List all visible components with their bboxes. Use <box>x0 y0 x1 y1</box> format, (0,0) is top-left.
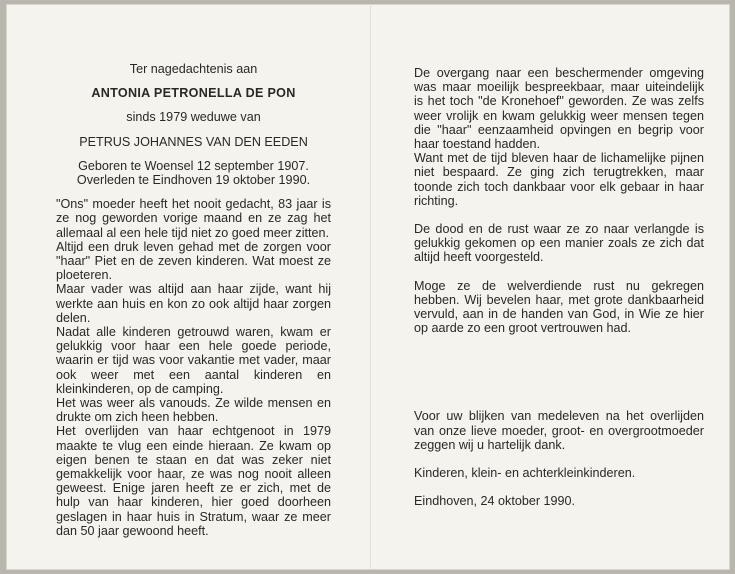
paragraph-1: "Ons" moeder heeft het nooit gedacht, 83 jaar is ze nog geworden vorige maand en ze zag het allemaal al een hele tijd niet zo goed meer zitten. <box>56 197 331 240</box>
family-signature: Kinderen, klein- en achterkleinkinderen. <box>414 466 636 481</box>
intro-line: Ter nagedachtenis aan <box>129 62 258 76</box>
left-page <box>56 62 331 538</box>
paragraph-3: Maar vader was altijd aan haar zijde, want hij werkte aan huis en kon zo ook altijd haar zorgen delen. <box>56 282 331 325</box>
paragraph-6: Het overlijden van haar echtgenoot in 1979 maakte te vlug een einde hieraan. Ze kwam op eigen benen te staan en dat was zeker niet gemakkelijk voor haar, ze was nog nooit alleen geweest. Enige jaren heeft ze er zich, met de hulp van haar kinderen, hier goed doorheen geslagen in haar huis in Stratum, waar ze meer dan 50 jaar gewoond heeft. <box>56 424 331 538</box>
right-page <box>414 66 704 508</box>
paragraph-9: De dood en de rust waar ze zo naar verlangde is gelukkig gekomen op een manier zoals ze zich dat altijd heeft voorgesteld. <box>414 222 704 265</box>
thanks-paragraph: Voor uw blijken van medeleven na het overlijden van onze lieve moeder, groot- en overgrootmoeder zeggen wij u hartelijk dank. <box>414 409 704 452</box>
paragraph-7: De overgang naar een beschermender omgeving was maar moeilijk bespreekbaar, maar uiteindelijk is het toch "de Kronehoef" geworden. Ze was zelfs weer vrolijk en kwam gelukkig weer mensen tegen die "haar" eenzaamheid opvingen en begrip voor haar toestand hadden. <box>414 66 704 152</box>
paragraph-10: Moge ze de welverdiende rust nu gekregen hebben. Wij bevelen haar, met grote dankbaarheid vervuld, aan in de handen van God, in Wie ze hier op aarde zo een groot vertrouwen had. <box>414 278 704 336</box>
spouse-name: PETRUS JOHANNES VAN DEN EEDEN <box>79 134 308 149</box>
place-date: Eindhoven, 24 oktober 1990. <box>414 494 576 509</box>
widow-line: sinds 1979 weduwe van <box>126 110 261 125</box>
paragraph-8: Want met de tijd bleven haar de lichamelijke pijnen niet bespaard. Ze ging zich terugtrekken, maar toonde zich toch dankbaar voor elk gebaar in haar richting. <box>414 151 704 208</box>
paragraph-4: Nadat alle kinderen getrouwd waren, kwam er gelukkig voor haar een hele goede periode, waarin er tijd was voor vakantie met vader, maar ook weer met een aantal kinderen en kleinkinderen, op de camping. <box>56 325 331 396</box>
deceased-name: ANTONIA PETRONELLA DE PON <box>91 86 296 101</box>
death-line: Overleden te Eindhoven 19 oktober 1990. <box>76 173 311 188</box>
fold-line <box>370 4 371 570</box>
paragraph-5: Het was weer als vanouds. Ze wilde mensen en drukte om zich heen hebben. <box>56 396 331 425</box>
birth-line: Geboren te Woensel 12 september 1907. <box>78 158 309 173</box>
paragraph-2: Altijd een druk leven gehad met de zorgen voor "haar" Piet en de zeven kinderen. Wat moest ze ploeteren. <box>56 239 331 283</box>
memorial-card <box>6 4 730 570</box>
